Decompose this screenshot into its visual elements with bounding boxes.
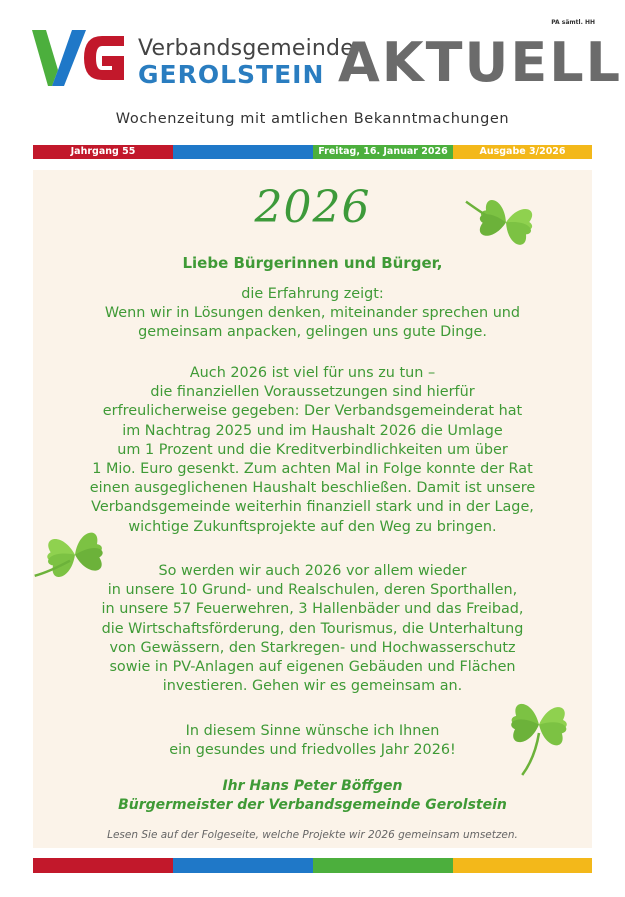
footer-color-bar — [33, 858, 592, 873]
four-leaf-clover-icon — [33, 515, 117, 603]
text-line: gemeinsam anpacken, gelingen uns gute Dinge. — [138, 324, 487, 341]
signature-block — [0, 777, 625, 815]
text-line: sowie in PV-Anlagen auf eigenen Gebäuden und Flächen — [109, 659, 516, 676]
text-line: Wenn wir in Lösungen denken, miteinander sprechen und — [104, 305, 521, 322]
vg-logo — [32, 26, 128, 90]
tagline: Wochenzeitung mit amtlichen Bekanntmachungen — [115, 111, 510, 127]
text-line: die Wirtschaftsförderung, den Tourismus, die Unterhaltung — [101, 620, 524, 637]
logo-text: VG — [32, 26, 34, 27]
text-line: Verbandsgemeinde weiterhin finanziell stark und in der Lage, — [91, 499, 534, 516]
organisation-name — [138, 38, 354, 87]
four-leaf-clover-icon — [456, 184, 548, 264]
text-line: einen ausgeglichenen Haushalt beschließen. Damit ist unsere — [89, 480, 536, 497]
text-line: erfreulicherweise gegeben: Der Verbandsgemeinderat hat — [102, 403, 523, 420]
signature-name: Ihr Hans Peter Böffgen — [222, 778, 403, 794]
masthead-title: AKTUELL — [338, 31, 623, 94]
text-line: von Gewässern, den Starkregen- und Hochwasserschutz — [109, 639, 516, 656]
letter-paragraph-3 — [60, 562, 565, 696]
text-line: In diesem Sinne wünsche ich Ihnen — [185, 723, 440, 739]
text-line: ein gesundes und friedvolles Jahr 2026! — [169, 742, 456, 759]
text-line: in unsere 57 Feuerwehren, 3 Hallenbäder und das Freibad, — [101, 601, 524, 618]
text-line: in unsere 10 Grund- und Realschulen, deren Sporthallen, — [107, 582, 518, 599]
text-line: investieren. Gehen wir es gemeinsam an. — [162, 678, 463, 695]
info-bar-blue-segment — [173, 145, 313, 159]
corner-note: PA sämtl. HH — [551, 19, 595, 26]
volume-label: Jahrgang 55 — [33, 145, 173, 159]
issue-info-bar — [33, 145, 592, 159]
letter-paragraph-4 — [60, 722, 565, 760]
footer-bar-yellow-segment — [453, 858, 592, 873]
text-line: So werden wir auch 2026 vor allem wieder — [158, 563, 467, 579]
issue-label: Ausgabe 3/2026 — [453, 145, 592, 159]
text-line: 1 Mio. Euro gesenkt. Zum achten Mal in Folge konnte der Rat — [92, 461, 533, 478]
signature-title: Bürgermeister der Verbandsgemeinde Gerolstein — [118, 797, 507, 813]
footer-bar-red-segment — [33, 858, 173, 873]
four-leaf-clover-icon — [497, 685, 581, 781]
text-line: die Erfahrung zeigt: — [241, 286, 384, 302]
text-line: Auch 2026 ist viel für uns zu tun – — [189, 365, 436, 381]
organisation-name-line2: GEROLSTEIN — [138, 60, 325, 89]
letter-year: 2026 — [254, 182, 371, 233]
date-label: Freitag, 16. Januar 2026 — [313, 145, 453, 159]
letter-paragraph-2 — [60, 364, 565, 537]
footer-bar-blue-segment — [173, 858, 313, 873]
continuation-note: Lesen Sie auf der Folgeseite, welche Projekte wir 2026 gemeinsam umsetzen. — [107, 829, 518, 841]
organisation-name-line1: Verbandsgemeinde — [138, 36, 354, 61]
text-line: die finanziellen Voraussetzungen sind hierfür — [150, 384, 475, 401]
letter-greeting: Liebe Bürgerinnen und Bürger, — [182, 254, 443, 272]
letter-paragraph-1 — [60, 285, 565, 343]
text-line: im Nachtrag 2025 und im Haushalt 2026 die Umlage — [122, 422, 503, 439]
text-line: um 1 Prozent und die Kreditverbindlichkeiten um über — [117, 441, 508, 458]
footer-bar-green-segment — [313, 858, 453, 873]
text-line: wichtige Zukunftsprojekte auf den Weg zu bringen. — [128, 518, 497, 535]
